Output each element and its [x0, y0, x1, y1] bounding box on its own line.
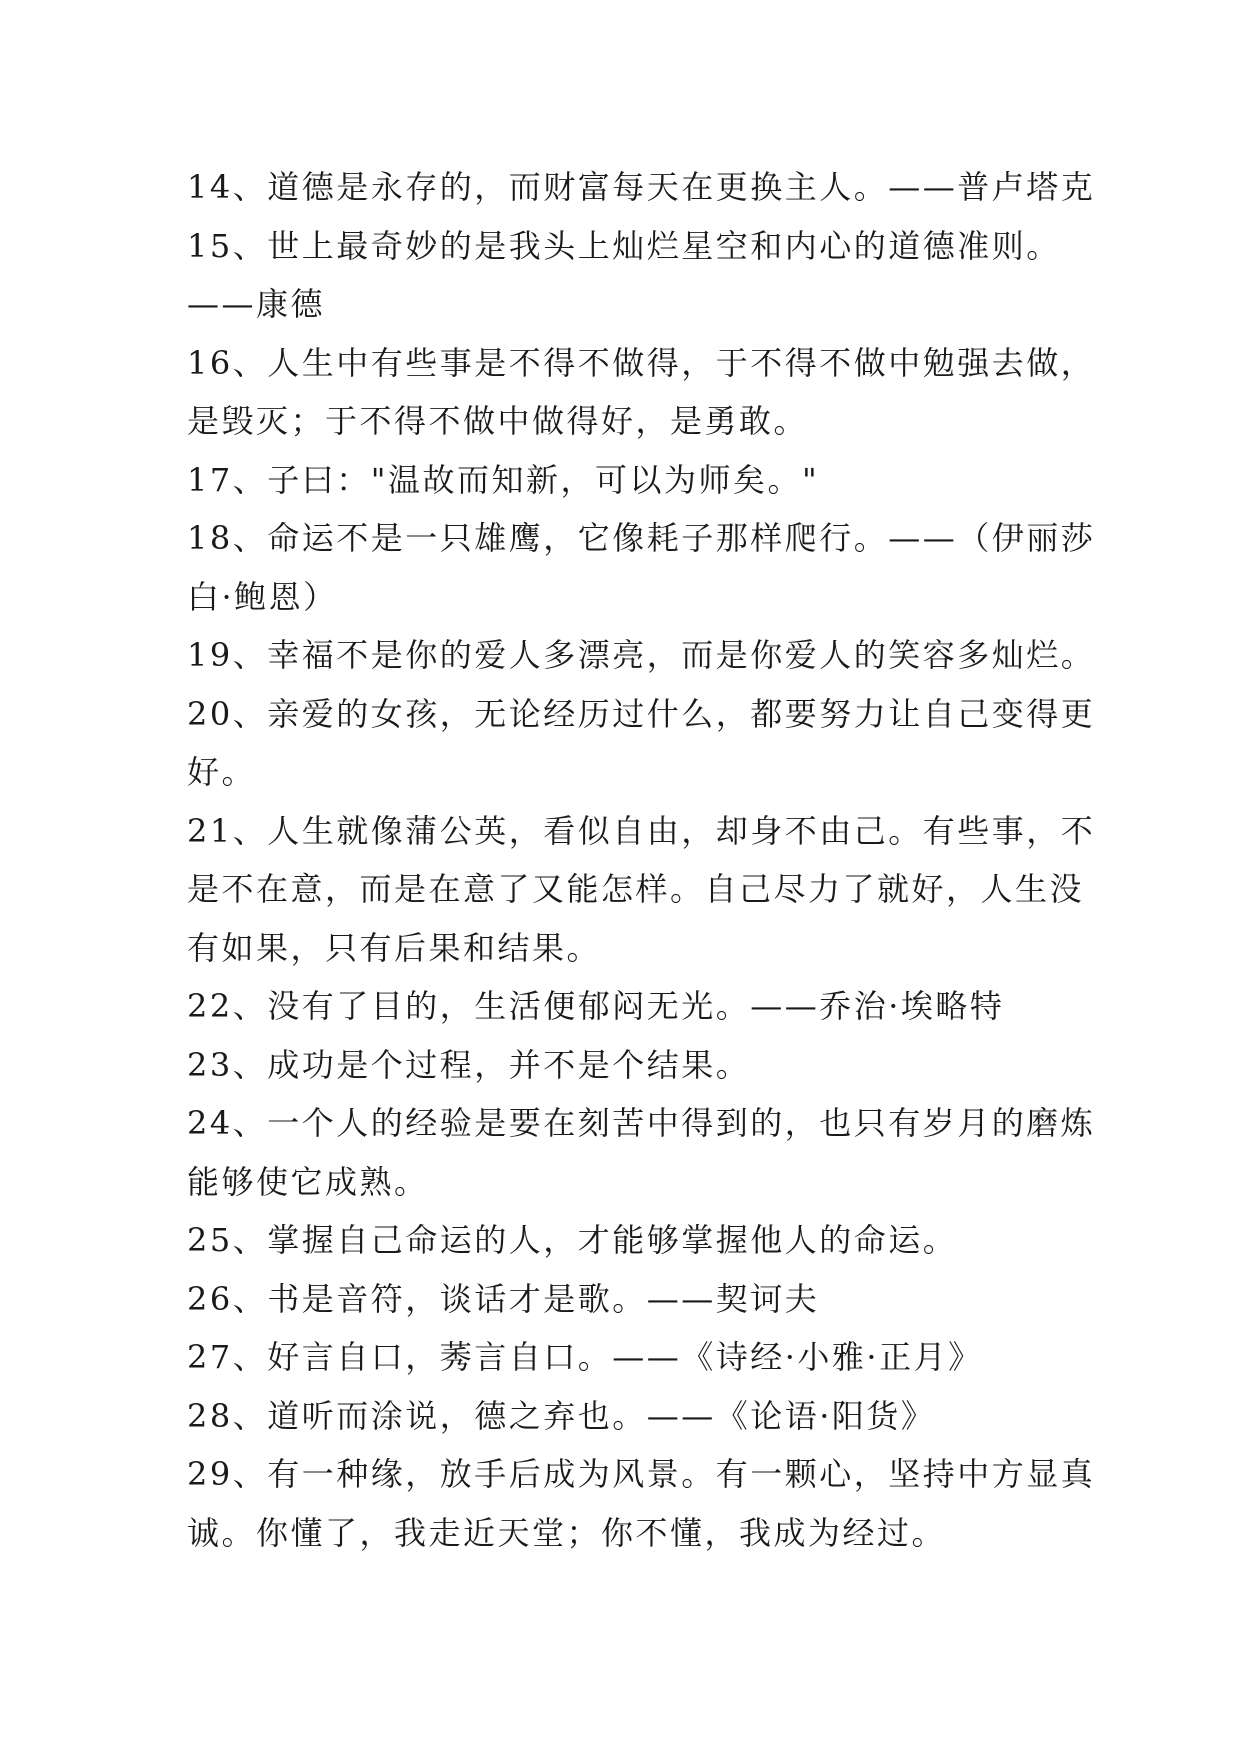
text-line: ——康德 — [187, 285, 326, 323]
text-line: 16、人生中有些事是不得不做得，于不得不做中勉强去做， — [187, 343, 1096, 382]
quote-list — [187, 158, 1096, 1562]
text-line: 18、命运不是一只雄鹰，它像耗子那样爬行。——（伊丽莎 — [187, 519, 1096, 557]
text-line: 诚。你懂了，我走近天堂；你不懂，我成为经过。 — [187, 1513, 947, 1552]
text-line: 29、有一种缘，放手后成为风景。有一颗心，坚持中方显真 — [187, 1455, 1096, 1493]
text-line: 24、一个人的经验是要在刻苦中得到的，也只有岁月的磨炼 — [187, 1104, 1096, 1142]
text-line: 20、亲爱的女孩，无论经历过什么，都要努力让自己变得更 — [187, 694, 1096, 733]
text-line: 21、人生就像蒲公英，看似自由，却身不由己。有些事，不 — [187, 811, 1096, 850]
text-line: 能够使它成熟。 — [187, 1162, 429, 1201]
text-line: 是毁灭；于不得不做中做得好，是勇敢。 — [187, 402, 809, 440]
text-line: 22、没有了目的，生活便郁闷无光。——乔治·埃略特 — [187, 987, 1005, 1025]
text-line: 26、书是音符，谈话才是歌。——契诃夫 — [187, 1279, 820, 1318]
text-line: 19、幸福不是你的爱人多漂亮，而是你爱人的笑容多灿烂。 — [187, 636, 1096, 674]
text-line: 好。 — [187, 753, 257, 791]
text-line: 白·鲍恩） — [187, 577, 338, 616]
text-line: 有如果，只有后果和结果。 — [187, 928, 602, 967]
text-line: 14、道德是永存的，而财富每天在更换主人。——普卢塔克 — [187, 168, 1096, 206]
text-line: 27、好言自口，莠言自口。——《诗经·小雅·正月》 — [187, 1338, 983, 1376]
text-line: 是不在意，而是在意了又能怎样。自己尽力了就好，人生没 — [187, 870, 1085, 908]
text-line: 25、掌握自己命运的人，才能够掌握他人的命运。 — [187, 1221, 958, 1259]
text-line: 23、成功是个过程，并不是个结果。 — [187, 1045, 751, 1084]
text-line: 17、子曰："温故而知新，可以为师矣。" — [187, 460, 820, 499]
text-line: 28、道听而涂说，德之弃也。——《论语·阳货》 — [187, 1396, 936, 1435]
text-line: 15、世上最奇妙的是我头上灿烂星空和内心的道德准则。 — [187, 226, 1061, 265]
